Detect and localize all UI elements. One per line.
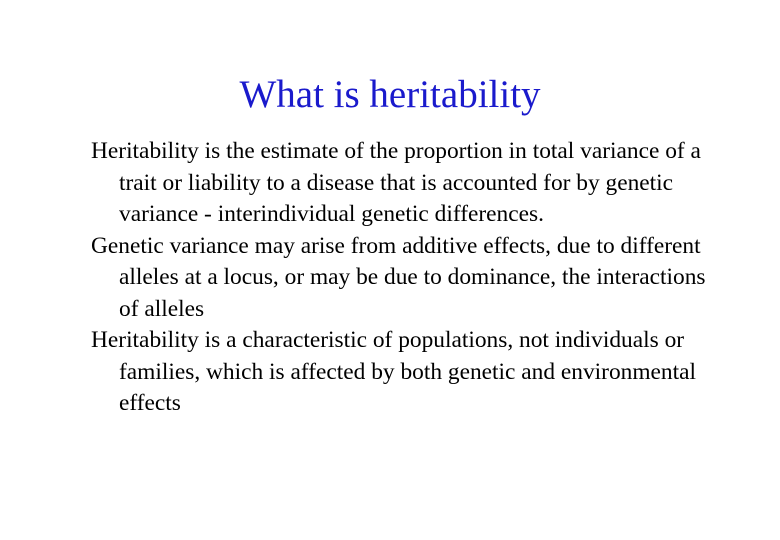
- slide-title: What is heritability: [239, 73, 541, 116]
- paragraph-genetic-variance: Genetic variance may arise from additive effects, due to different alleles at a locus, or may be due to dominance, the interactions of alleles: [91, 232, 706, 322]
- slide-body: [91, 136, 721, 420]
- paragraph-populations: Heritability is a characteristic of populations, not individuals or families, which is affected by both genetic and environmental effects: [91, 327, 696, 416]
- paragraph-definition: Heritability is the estimate of the proportion in total variance of a trait or liability to a disease that is accounted for by genetic variance - interindividual genetic differences.: [91, 138, 701, 227]
